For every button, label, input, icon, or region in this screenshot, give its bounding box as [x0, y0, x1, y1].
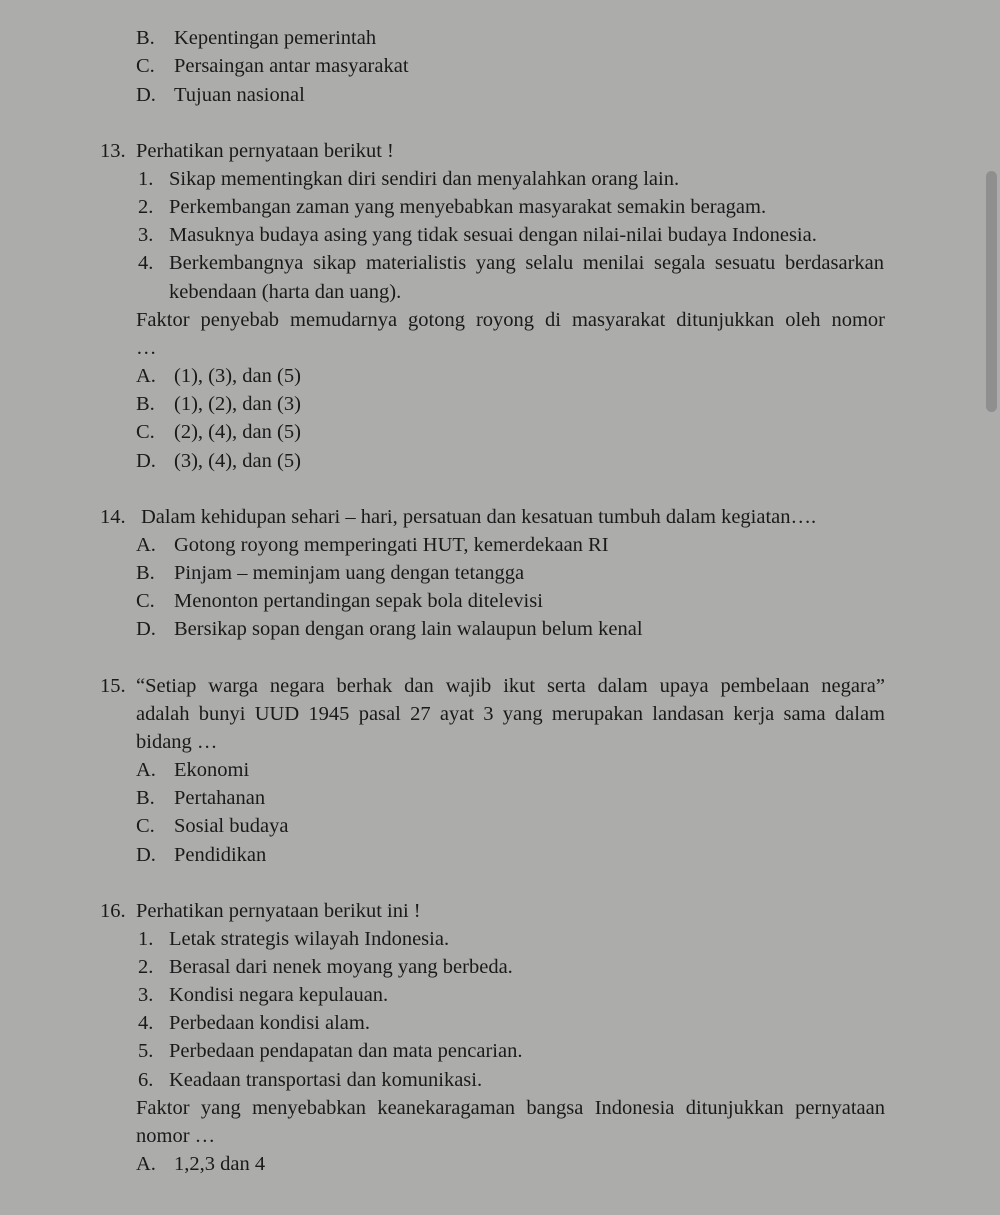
statement-text: Perbedaan kondisi alam.: [169, 1012, 370, 1034]
question-prompt: Faktor yang menyebabkan keanekaragaman bangsa Indonesia ditunjukkan pernyataan: [136, 1097, 885, 1119]
option-label: D.: [136, 84, 156, 106]
question-number: 13.: [100, 140, 126, 162]
option-label: A.: [136, 365, 156, 387]
option-text: Persaingan antar masyarakat: [174, 55, 409, 77]
option-label: B.: [136, 393, 155, 415]
statement-number: 4.: [138, 1012, 154, 1034]
statement-number: 2.: [138, 956, 154, 978]
statement-number: 5.: [138, 1040, 154, 1062]
statement-number: 6.: [138, 1069, 154, 1091]
option-label: B.: [136, 562, 155, 584]
statement-number: 1.: [138, 928, 154, 950]
vertical-scrollbar[interactable]: [986, 171, 997, 412]
option-text: Sosial budaya: [174, 815, 289, 837]
option-text: Pendidikan: [174, 844, 267, 866]
statement-text: Letak strategis wilayah Indonesia.: [169, 928, 450, 950]
statement-text: Berasal dari nenek moyang yang berbeda.: [169, 956, 513, 978]
statement-text: Sikap mementingkan diri sendiri dan menyalahkan orang lain.: [169, 168, 680, 190]
option-text: Gotong royong memperingati HUT, kemerdekaan RI: [174, 534, 609, 556]
option-label: B.: [136, 787, 155, 809]
question-prompt-continued: …: [136, 337, 157, 359]
statement-text: Kondisi negara kepulauan.: [169, 984, 389, 1006]
statement-text: Berkembangnya sikap materialistis yang selalu menilai segala sesuatu berdasarkan: [169, 252, 884, 274]
option-label: A.: [136, 1153, 156, 1175]
question-prompt-continued: nomor …: [136, 1125, 216, 1147]
option-text: Tujuan nasional: [174, 84, 305, 106]
option-label: C.: [136, 421, 155, 443]
option-label: C.: [136, 815, 155, 837]
option-text: Pertahanan: [174, 787, 266, 809]
option-label: C.: [136, 55, 155, 77]
question-prompt: Faktor penyebab memudarnya gotong royong di masyarakat ditunjukkan oleh nomor: [136, 309, 885, 331]
statement-text-continued: kebendaan (harta dan uang).: [169, 281, 402, 303]
option-text: (3), (4), dan (5): [174, 450, 301, 472]
option-text: Menonton pertandingan sepak bola ditelevisi: [174, 590, 543, 612]
option-text: Ekonomi: [174, 759, 250, 781]
question-stem: bidang …: [136, 731, 218, 753]
statement-number: 2.: [138, 196, 154, 218]
statement-number: 3.: [138, 224, 154, 246]
statement-number: 1.: [138, 168, 154, 190]
option-label: D.: [136, 618, 156, 640]
question-stem: Perhatikan pernyataan berikut !: [136, 140, 394, 162]
statement-text: Keadaan transportasi dan komunikasi.: [169, 1069, 483, 1091]
option-label: A.: [136, 534, 156, 556]
statement-number: 3.: [138, 984, 154, 1006]
option-text: Kepentingan pemerintah: [174, 27, 377, 49]
option-label: C.: [136, 590, 155, 612]
statement-text: Masuknya budaya asing yang tidak sesuai dengan nilai-nilai budaya Indonesia.: [169, 224, 817, 246]
option-label: B.: [136, 27, 155, 49]
option-text: (1), (2), dan (3): [174, 393, 301, 415]
question-number: 15.: [100, 675, 126, 697]
question-number: 16.: [100, 900, 126, 922]
option-label: D.: [136, 450, 156, 472]
option-text: Pinjam – meminjam uang dengan tetangga: [174, 562, 525, 584]
option-label: A.: [136, 759, 156, 781]
question-stem: “Setiap warga negara berhak dan wajib ikut serta dalam upaya pembelaan negara”: [136, 675, 885, 697]
question-stem: adalah bunyi UUD 1945 pasal 27 ayat 3 yang merupakan landasan kerja sama dalam: [136, 703, 885, 725]
statement-text: Perbedaan pendapatan dan mata pencarian.: [169, 1040, 523, 1062]
question-stem: Perhatikan pernyataan berikut ini !: [136, 900, 421, 922]
option-text: 1,2,3 dan 4: [174, 1153, 266, 1175]
question-number: 14.: [100, 506, 126, 528]
option-text: Bersikap sopan dengan orang lain walaupun belum kenal: [174, 618, 643, 640]
question-stem: Dalam kehidupan sehari – hari, persatuan dan kesatuan tumbuh dalam kegiatan….: [141, 506, 817, 528]
option-label: D.: [136, 844, 156, 866]
statement-text: Perkembangan zaman yang menyebabkan masyarakat semakin beragam.: [169, 196, 767, 218]
option-text: (1), (3), dan (5): [174, 365, 301, 387]
statement-number: 4.: [138, 252, 154, 274]
option-text: (2), (4), dan (5): [174, 421, 301, 443]
